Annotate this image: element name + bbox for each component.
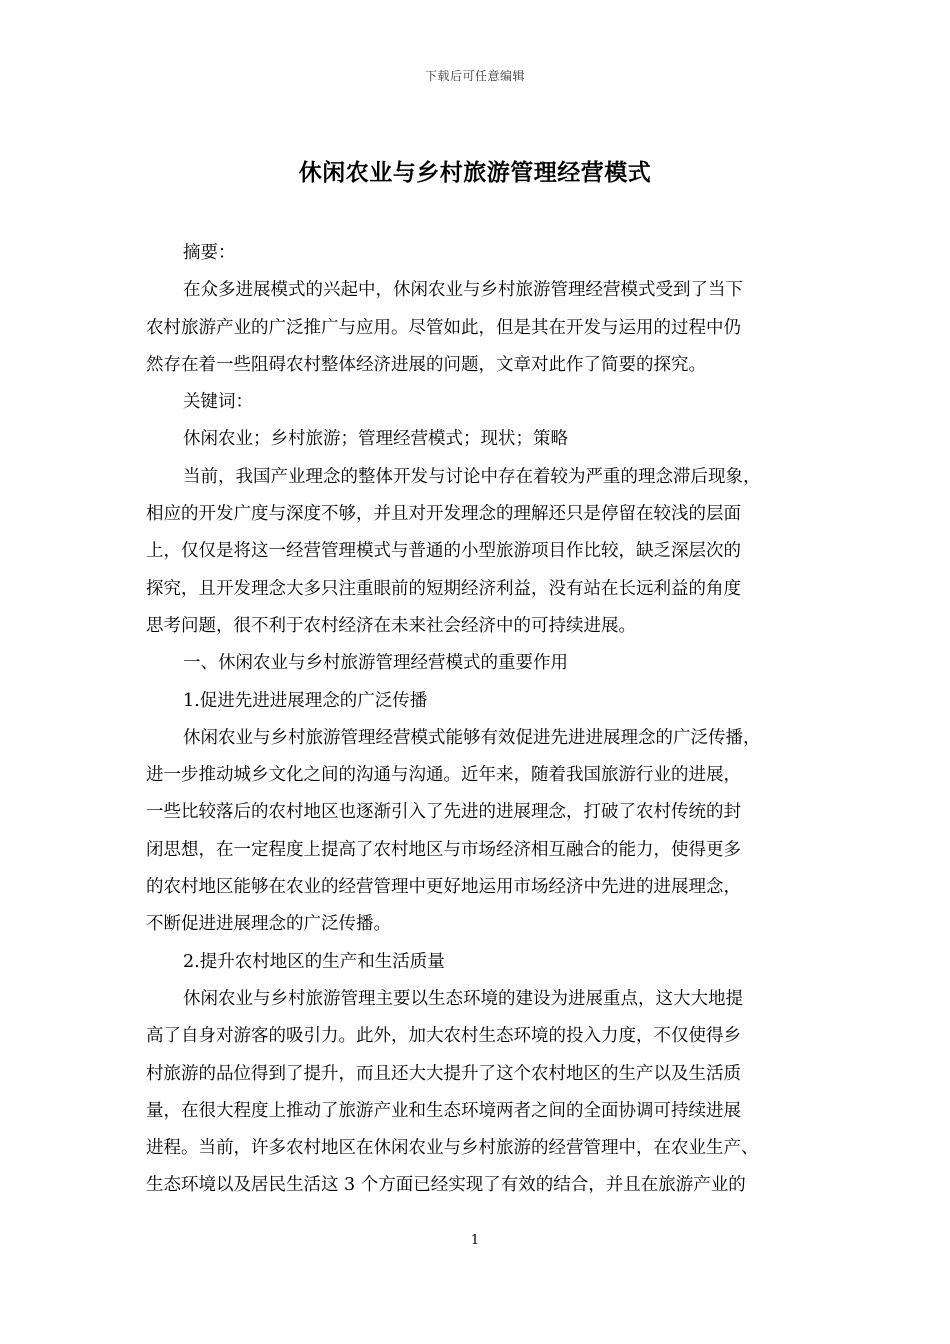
text-line: 进程。当前，许多农村地区在休闲农业与乡村旅游的经营管理中，在农业生产、: [146, 1138, 759, 1159]
text-line: 闭思想，在一定程度上提高了农村地区与市场经济相互融合的能力，使得更多: [146, 839, 741, 860]
text-line: 探究，且开发理念大多只注重眼前的短期经济利益，没有站在长远利益的角度: [146, 578, 741, 599]
text-line: 一、休闲农业与乡村旅游管理经营模式的重要作用: [183, 653, 568, 674]
document-title: 休闲农业与乡村旅游管理经营模式: [298, 160, 652, 186]
text-line: 思考问题，很不利于农村经济在未来社会经济中的可持续进展。: [146, 615, 636, 636]
text-line: 上，仅仅是将这一经营管理模式与普通的小型旅游项目作比较，缺乏深层次的: [146, 541, 741, 562]
text-line: 量，在很大程度上推动了旅游产业和生态环境两者之间的全面协调可持续进展: [146, 1100, 741, 1121]
text-line: 然存在着一些阻碍农村整体经济进展的问题，文章对此作了简要的探究。: [146, 354, 706, 375]
text-line: 村旅游的品位得到了提升，而且还大大提升了这个农村地区的生产以及生活质: [146, 1063, 741, 1084]
text-line: 的农村地区能够在农业的经营管理中更好地运用市场经济中先进的进展理念，: [146, 877, 741, 898]
text-line: 农村旅游产业的广泛推广与应用。尽管如此，但是其在开发与运用的过程中仍: [146, 317, 741, 338]
text-line: 生态环境以及居民生活这 3 个方面已经实现了有效的结合，并且在旅游产业的: [146, 1175, 746, 1196]
text-line: 摘要：: [183, 243, 236, 263]
page-number: 1: [470, 1233, 480, 1248]
header-note: 下载后可任意编辑: [424, 69, 525, 83]
text-line: 相应的开发广度与深度不够，并且对开发理念的理解还只是停留在较浅的层面: [146, 504, 741, 525]
text-line: 在众多进展模式的兴起中，休闲农业与乡村旅游管理经营模式受到了当下: [183, 280, 743, 301]
text-line: 不断促进进展理念的广泛传播。: [146, 914, 391, 935]
text-line: 当前，我国产业理念的整体开发与讨论中存在着较为严重的理念滞后现象，: [183, 466, 761, 487]
document-body: [146, 235, 808, 1205]
text-line: 休闲农业与乡村旅游管理经营模式能够有效促进先进进展理念的广泛传播，: [183, 727, 761, 748]
text-line: 关键词：: [183, 392, 253, 413]
text-line: 一些比较落后的农村地区也逐渐引入了先进的进展理念，打破了农村传统的封: [146, 802, 741, 823]
text-line: 休闲农业与乡村旅游管理主要以生态环境的建设为进展重点，这大大地提: [183, 988, 743, 1009]
text-line: 高了自身对游客的吸引力。此外，加大农村生态环境的投入力度，不仅使得乡: [146, 1026, 741, 1047]
text-line: 1.促进先进进展理念的广泛传播: [183, 690, 428, 711]
text-line: 进一步推动城乡文化之间的沟通与沟通。近年来，随着我国旅游行业的进展，: [146, 765, 741, 786]
text-line: 休闲农业；乡村旅游；管理经营模式；现状；策略: [183, 429, 568, 450]
text-line: 2.提升农村地区的生产和生活质量: [183, 951, 445, 972]
